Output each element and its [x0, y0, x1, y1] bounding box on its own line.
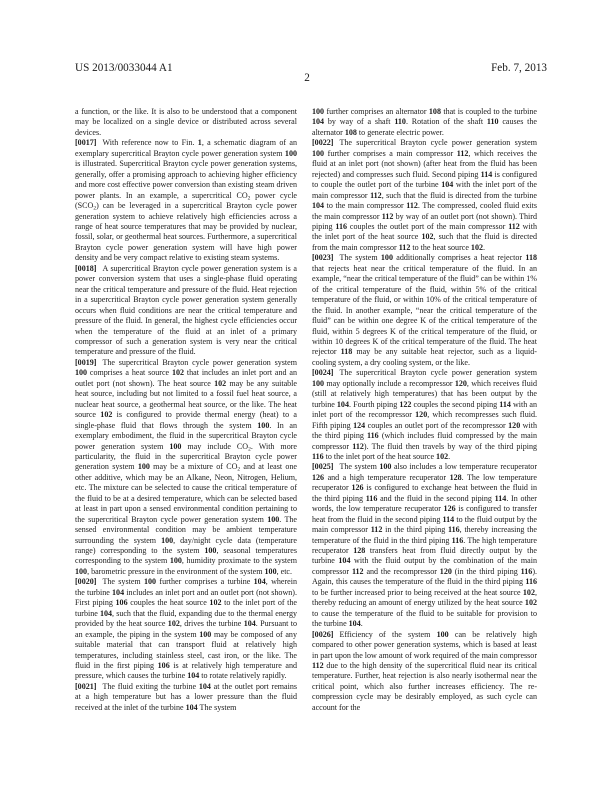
reference-numeral: 112	[351, 566, 364, 576]
reference-numeral: 102	[167, 619, 180, 629]
reference-numeral: 112	[352, 441, 364, 451]
reference-numeral: 100	[284, 148, 297, 158]
reference-numeral: 116	[312, 451, 324, 461]
paragraph-cont: a function, or the like. It is also to be understood that a component may be localized on a single device or distributed across several devices.	[75, 107, 297, 137]
paragraph-p0020: [0020] The system 100 further comprises a turbine 104, wherein the turbine 104 includes an inlet port and an outlet port (not shown). First piping 106 couples the heat source 102 to the inlet port of the turbine 104, such that the fluid, expanding due to the thermal energy provided by the heat source 102, drives the turbine 104. Pursuant to an example, the piping in the system 100 may be composed of any suitable material that can transport fluid at relatively high temperatures, including stainless steel, cast iron, or the like. The fluid in the first piping 106 is at relatively high temperature and pressure, which causes the turbine 104 to rotate relatively rapidly.	[75, 577, 298, 681]
paragraph-number: [0020]	[75, 577, 97, 587]
reference-numeral: 120	[454, 378, 467, 388]
paragraph-p0021-cont: 100 further comprises an alternator 108 that is coupled to the turbine 104 by way of a shaft 110. Rotation of the shaft 110 causes the alternator 108 to generate electric power.	[312, 107, 537, 137]
reference-numeral: 100	[144, 577, 157, 587]
reference-numeral: 104	[338, 556, 351, 566]
reference-numeral: 112	[381, 211, 394, 221]
reference-numeral: 102	[522, 587, 535, 597]
paragraph-p0024: [0024] The supercritical Brayton cycle power generation system 100 may optionally include a recompressor 120, which receives fluid (still at relatively high temperatures) that has been output by the turbine 104. Fourth piping 122 couples the second piping 114 with an inlet port of the recompressor 120, which recompresses such fluid. Fifth piping 124 couples an outlet port of the recompressor 120 with the third piping 116 (which includes fluid compressed by the main compressor 112). The fluid then travels by way of the third piping 116 to the inlet port of the heat source 102.	[312, 368, 537, 461]
reference-numeral: 118	[525, 253, 537, 263]
reference-numeral: 104	[198, 681, 211, 691]
reference-numeral: 104	[243, 619, 256, 629]
reference-numeral: 112	[406, 201, 418, 211]
reference-numeral: 120	[439, 566, 452, 576]
reference-numeral: 100	[257, 420, 270, 430]
reference-numeral: 112	[312, 661, 324, 671]
reference-numeral: 110	[486, 117, 499, 127]
paragraph-p0021: [0021] The fluid exiting the turbine 104 at the outlet port remains at a high temperature but has a lower pressure than the fluid received at the inlet of the turbine 104 The system	[75, 681, 297, 712]
left-column	[75, 107, 297, 713]
paragraph-p0019: [0019] The supercritical Brayton cycle power generation system 100 comprises a heat source 102 that includes an inlet port and an outlet port (not shown). The heat source 102 may be any suitable heat source, including but not limited to a fossil fuel heat source, a nuclear heat source, a geothermal heat source, or the like. The heat source 102 is configured to provide thermal energy (heat) to a single-phase fluid that flows through the system 100. In an exemplary embodiment, the fluid in the supercritical Brayton cycle power generation system 100 may include $CO_2$. With more particularity, the fluid in the supercritical Brayton cycle power generation system 100 may be a mixture of $CO_2$ and at least one other additive, which may be an Alkane, Neon, Nitrogen, Helium, etc. The mixture can be selected to cause the critical temperature of the fluid to be at a desired temperature, which can be selected based at least in part upon a sensed environmental condition pertaining to the supercritical Brayton cycle power generation system 100. The sensed environmental condition may be ambient temperature surrounding the system 100, day/night cycle data (temperature range) corresponding to the system 100, seasonal temperatures corresponding to the system 100, humidity proximate to the system 100, barometric pressure in the environment of the system 100, etc.	[75, 357, 298, 576]
reference-numeral: 122	[399, 399, 412, 409]
reference-numeral: 120	[415, 410, 428, 420]
reference-numeral: 116	[335, 221, 348, 231]
paragraph-number: [0018]	[75, 263, 97, 273]
reference-numeral: 104	[187, 671, 200, 681]
page-number: 2	[304, 72, 310, 84]
paragraph-number: [0023]	[312, 253, 334, 263]
paragraph-number: [0026]	[312, 629, 334, 639]
reference-numeral: 104	[336, 399, 349, 409]
reference-numeral: 128	[353, 546, 366, 556]
reference-numeral: 100	[137, 462, 150, 472]
right-column	[312, 107, 537, 713]
reference-numeral: 126	[443, 504, 456, 514]
reference-numeral: 104	[99, 608, 113, 618]
paragraph-p0026: [0026] Efficiency of the system 100 can be relatively high compared to other power generation systems, which is based at least in part upon the low amount of work required of the main compressor 112 due to the high density of the supercritical fluid near its critical temperature. Further, heat rejection is also nearly isothermal near the critical point, which also further increases efficiency. The re-compression cycle may be desirably employed, as such cycle can account for the	[312, 629, 538, 712]
reference-numeral: 104	[112, 587, 125, 597]
reference-numeral: 100	[264, 566, 277, 576]
paragraph-number: [0025]	[312, 462, 334, 472]
reference-numeral: 114	[499, 399, 511, 409]
subscript: 2	[248, 446, 251, 452]
reference-numeral: 116	[520, 566, 533, 576]
reference-numeral: 116	[451, 535, 464, 545]
reference-numeral: 100	[312, 378, 325, 388]
paragraph-number: [0024]	[312, 368, 334, 378]
reference-numeral: 100	[380, 253, 393, 263]
subscript: 2	[93, 205, 97, 212]
reference-numeral: 100	[312, 107, 325, 116]
reference-numeral: 112	[508, 221, 520, 231]
reference-numeral: 110	[394, 117, 406, 127]
reference-numeral: 106	[157, 661, 170, 671]
reference-numeral: 102	[209, 598, 222, 608]
reference-numeral: 104	[312, 201, 325, 211]
paragraph-p0023: [0023] The system 100 additionally comprises a heat rejector 118 that rejects heat near the critical temperature of the fluid. In an example, “near the critical temperature of the fluid” can be within 1% of the critical temperature of the fluid, within 5% of the critical temperature of the fluid, or within 10% of the critical temperature of the fluid. In another example, “near the critical temperature of the fluid” can be within one degree K of the critical temperature of the fluid, within 5 degrees K of the critical temperature of the fluid, or within 10 degrees K of the critical temperature of the fluid. The heat rejector 118 may be any suitable heat rejector, such as a liquid-cooling system, a dry cooling system, or the like.	[312, 253, 537, 367]
reference-numeral: 108	[344, 127, 357, 137]
reference-numeral: 104	[253, 577, 266, 587]
reference-numeral: 100	[267, 514, 280, 524]
reference-numeral: 100	[312, 148, 325, 158]
reference-numeral: 108	[428, 107, 441, 116]
reference-numeral: 112	[456, 148, 469, 158]
reference-numeral: 100	[161, 535, 174, 545]
reference-numeral: 116	[525, 577, 537, 587]
paragraph-number: [0021]	[75, 681, 97, 691]
paragraph-number: [0022]	[312, 138, 334, 148]
reference-numeral: 104	[441, 180, 454, 190]
reference-numeral: 102	[470, 242, 483, 252]
reference-numeral: 114	[442, 514, 455, 524]
reference-numeral: 102	[100, 410, 113, 420]
paragraph-number: [0019]	[75, 357, 97, 367]
paragraph-p0025: [0025] The system 100 also includes a low temperature recuperator 126 and a high temperature recuperator 128. The low temperature recuperator 126 is configured to exchange heat between the fluid in the third piping 116 and the fluid in the second piping 114. In other words, the low temperature recuperator 126 is configured to transfer heat from the fluid in the second piping 114 to the fluid output by the main compressor 112 in the third piping 116, thereby increasing the temperature of the fluid in the third piping 116. The high temperature recuperator 128 transfers heat from fluid directly output by the turbine 104 with the fluid output by the combination of the main compressor 112 and the recompressor 120 (in the third piping 116). Again, this causes the temperature of the fluid in the third piping 116 to be further increased prior to being received at the heat source 102, thereby reducing an amount of energy utilized by the heat source 102 to cause the temperature of the fluid to be suitable for provision to the turbine 104.	[312, 462, 538, 629]
reference-numeral: 100	[169, 556, 182, 566]
paragraph-p0022: [0022] The supercritical Brayton cycle power generation system 100 further comprises a main compressor 112, which receives the fluid at an inlet port (not shown) (after heat from the fluid has been rejected) and compresses such fluid. Second piping 114 is configured to couple the outlet port of the turbine 104 with the inlet port of the main compressor 112, such that the fluid is directed from the turbine 104 to the main compressor 112. The compressed, cooled fluid exits the main compressor 112 by way of an outlet port (not shown). Third piping 116 couples the outlet port of the main compressor 112 with the inlet port of the heat source 102, such that the fluid is directed from the main compressor 112 to the heat source 102.	[312, 138, 537, 252]
publication-date: Feb. 7, 2013	[491, 62, 547, 74]
reference-numeral: 112	[398, 242, 411, 252]
reference-numeral: 106	[115, 598, 128, 608]
reference-numeral: 100	[169, 441, 182, 451]
reference-numeral: 112	[370, 525, 383, 535]
reference-numeral: 116	[367, 431, 379, 441]
reference-numeral: 100	[75, 566, 88, 576]
paragraph-p0017: [0017] With reference now to Fin. 1, a schematic diagram of an exemplary supercritical Brayton cycle power generation system 100 is illustrated. Supercritical Brayton cycle power generation systems, generally, offer a promising approach to achieving higher efficiency and more cost effective power conversion than existing steam driven power plants. In an example, a supercritical $CO_2$ power cycle $(SCO_2)$ can be leveraged in a supercritical Brayton cycle power generation system to achieve relatively high efficiencies across a range of heat source temperatures that may be provided by nuclear, fossil, solar, or geothermal heat sources. Furthermore, a supercritical Brayton cycle power generation system will have high power density and be very compact relative to existing steam systems.	[75, 138, 298, 263]
paragraph-number: [0017]	[75, 138, 97, 148]
reference-numeral: 116	[448, 525, 460, 535]
reference-numeral: 102	[421, 232, 434, 242]
reference-numeral: 116	[365, 493, 378, 503]
reference-numeral: 104	[185, 702, 198, 712]
reference-numeral: 112	[370, 190, 382, 200]
reference-numeral: 100	[75, 368, 88, 378]
reference-numeral: 100	[379, 462, 392, 472]
subscript: 2	[237, 466, 241, 473]
publication-number: US 2013/0033044 A1	[75, 62, 173, 74]
reference-numeral: 114	[480, 169, 493, 179]
reference-numeral: 100	[199, 629, 212, 639]
reference-numeral: 100	[204, 546, 217, 556]
reference-numeral: 128	[449, 472, 462, 482]
reference-numeral: 126	[312, 472, 325, 482]
reference-numeral: 102	[436, 451, 449, 461]
reference-numeral: 102	[524, 598, 537, 608]
reference-numeral: 1	[197, 138, 202, 148]
reference-numeral: 102	[171, 368, 185, 378]
reference-numeral: 114	[494, 493, 507, 503]
subscript: 2	[247, 195, 251, 202]
reference-numeral: 120	[508, 420, 521, 430]
reference-numeral: 118	[340, 347, 353, 357]
reference-numeral: 104	[348, 619, 361, 629]
paragraph-p0018: [0018] A supercritical Brayton cycle power generation system is a power conversion system that uses a single-phase fluid operating near the critical temperature and pressure of the fluid. Heat rejection in a supercritical Brayton cycle power generation system generally occurs when fluid conditions are near the critical temperature and pressure of the fluid. In general, the highest cycle efficiencies occur when the temperature of the fluid at an inlet of a primary compressor of such a generation system is very near the critical temperature and pressure of the fluid.	[75, 263, 297, 357]
reference-numeral: 100	[436, 629, 449, 639]
reference-numeral: 102	[214, 378, 227, 388]
reference-numeral: 126	[351, 483, 364, 493]
reference-numeral: 104	[312, 117, 325, 127]
reference-numeral: 124	[353, 420, 366, 430]
